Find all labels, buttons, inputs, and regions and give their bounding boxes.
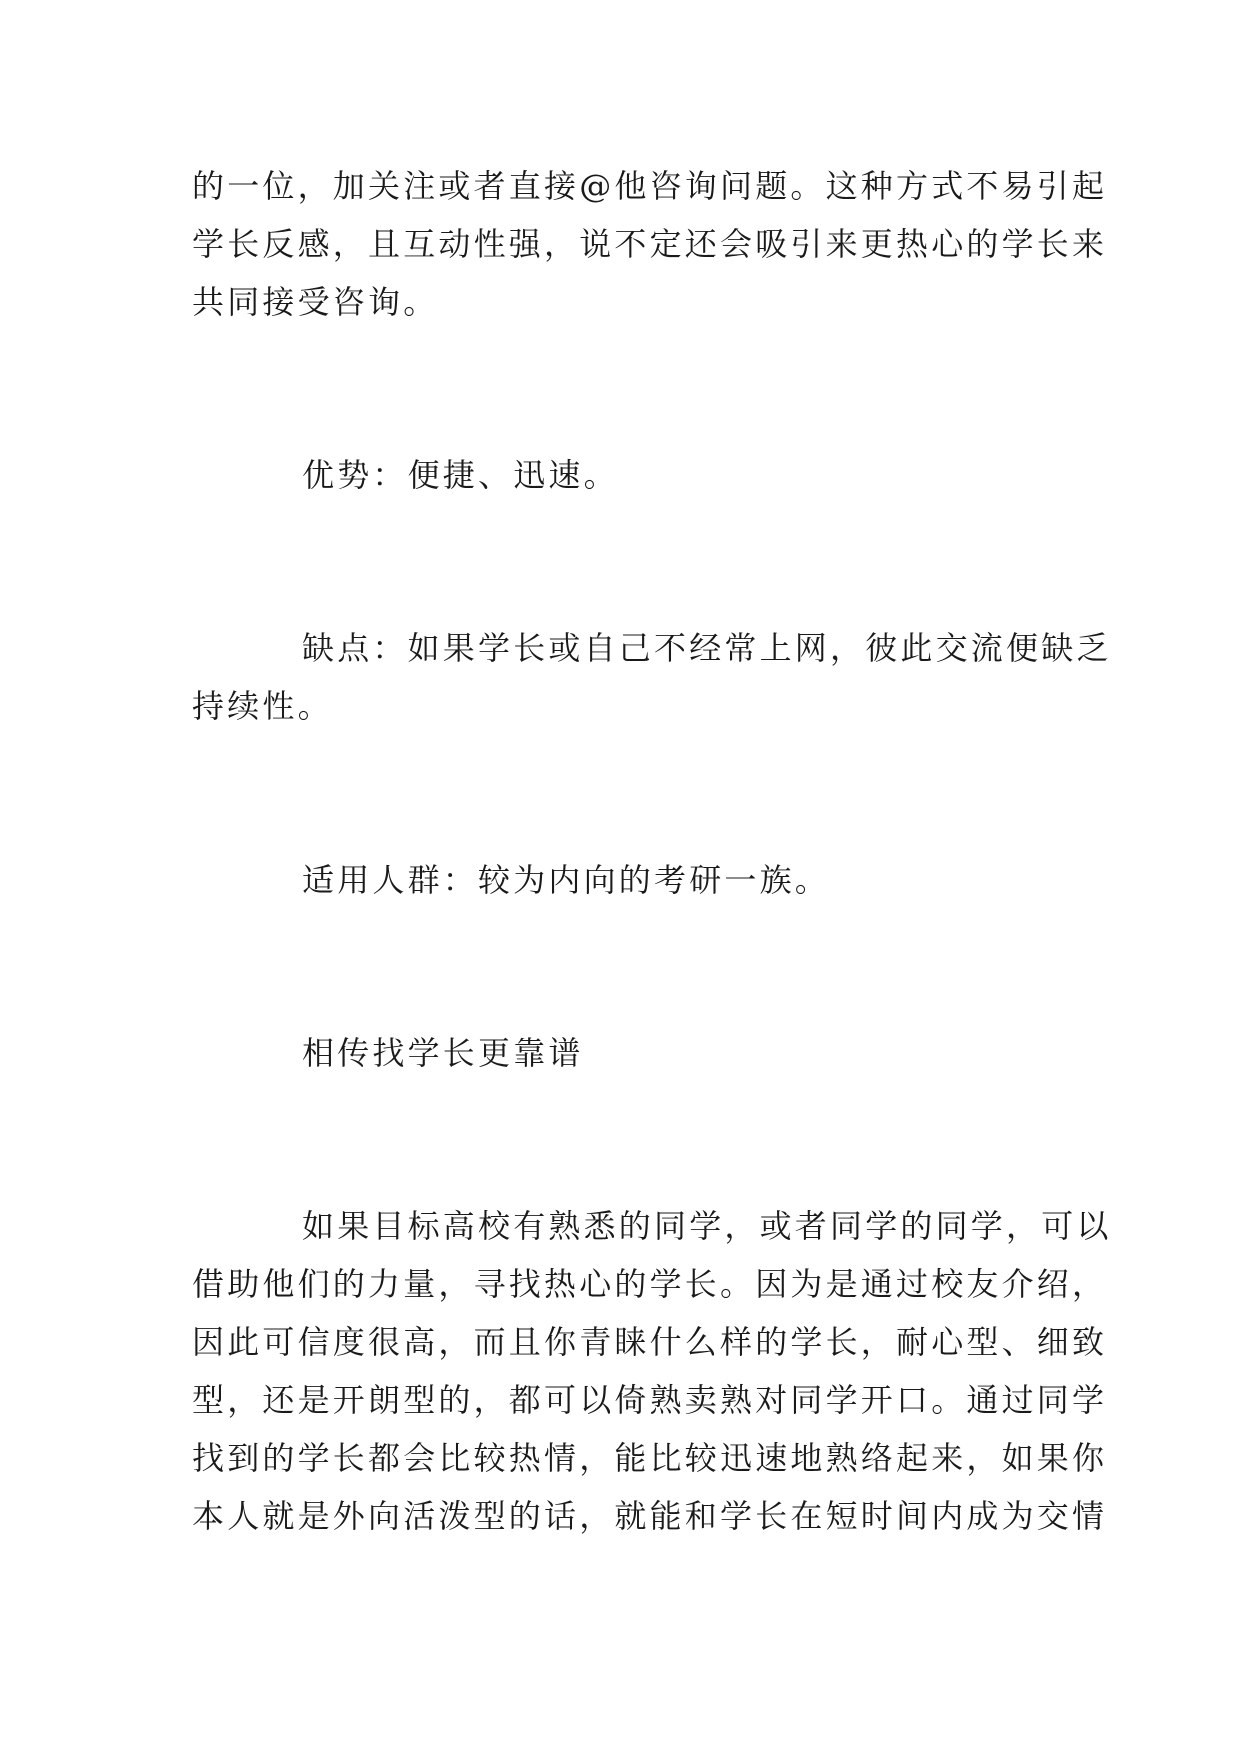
paragraph-1-line-3: 共同接受咨询。 <box>192 283 439 321</box>
advantage-line: 优势：便捷、迅速。 <box>302 456 619 494</box>
paragraph-2-line-2: 借助他们的力量，寻找热心的学长。因为是通过校友介绍， <box>192 1265 1108 1303</box>
disadvantage-line-2: 持续性。 <box>192 687 333 725</box>
paragraph-2-line-3: 因此可信度很高，而且你青睐什么样的学长，耐心型、细致 <box>192 1323 1108 1361</box>
applicable-line: 适用人群：较为内向的考研一族。 <box>302 861 831 899</box>
paragraph-2-line-1: 如果目标高校有熟悉的同学，或者同学的同学，可以 <box>302 1207 1112 1245</box>
paragraph-2-line-6: 本人就是外向活泼型的话，就能和学长在短时间内成为交情 <box>192 1497 1108 1535</box>
paragraph-2-line-4: 型，还是开朗型的，都可以倚熟卖熟对同学开口。通过同学 <box>192 1381 1108 1419</box>
paragraph-1-line-2: 学长反感，且互动性强，说不定还会吸引来更热心的学长来 <box>192 225 1108 263</box>
disadvantage-line-1: 缺点：如果学长或自己不经常上网，彼此交流便缺乏 <box>302 629 1112 667</box>
section-heading: 相传找学长更靠谱 <box>302 1034 584 1072</box>
paragraph-2-line-5: 找到的学长都会比较热情，能比较迅速地熟络起来，如果你 <box>192 1439 1108 1477</box>
paragraph-1-line-1: 的一位，加关注或者直接@他咨询问题。这种方式不易引起 <box>192 167 1108 205</box>
